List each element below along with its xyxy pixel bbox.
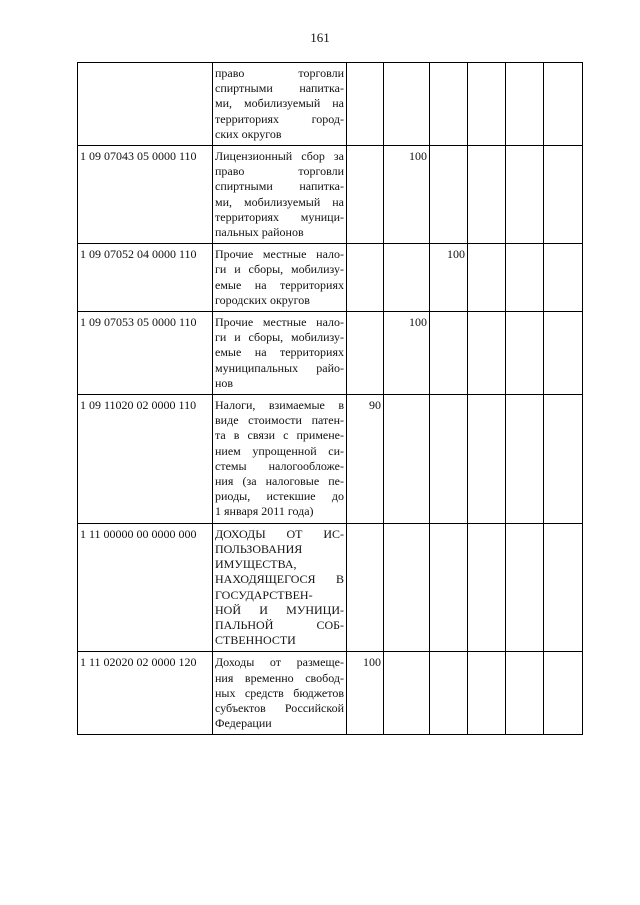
share-percent-cell [506,523,544,652]
share-percent-cell [430,63,468,146]
share-percent-cell [430,523,468,652]
budget-code-cell [78,63,213,146]
revenue-name-line: спиртными напитка- [215,179,344,194]
revenue-name-line: муниципальных райо- [215,360,344,375]
share-percent-cell [544,652,583,735]
revenue-name-line: Налоги, взимаемые в [215,398,344,413]
share-percent-cell: 100 [430,244,468,312]
share-percent-cell [468,652,506,735]
revenue-name-line: СТВЕННОСТИ [215,633,296,648]
budget-code-cell: 1 09 07052 04 0000 110 [78,244,213,312]
revenue-name-line: нием упрощенной си- [215,443,344,458]
share-percent-cell [544,146,583,244]
revenue-name-line: ги и сборы, мобилизу- [215,330,344,345]
share-percent-cell [506,146,544,244]
revenue-name-line: ИМУЩЕСТВА, [215,557,297,572]
share-percent-cell [468,146,506,244]
revenue-name-line: ми, мобилизуемый на [215,96,344,111]
revenue-name-line: субъектов Российской [215,700,344,715]
table-row [78,244,583,312]
share-percent-cell: 100 [347,652,384,735]
share-percent-cell [506,244,544,312]
share-percent-cell [384,63,430,146]
budget-code-cell: 1 11 00000 00 0000 000 [78,523,213,652]
revenue-name-line: право торговли [215,164,344,179]
revenue-name-line: ния (за налоговые пе- [215,474,344,489]
revenue-name-line: ГОСУДАРСТВЕН- [215,587,313,602]
revenue-name-line: емые на территориях [215,277,344,292]
share-percent-cell [544,244,583,312]
table-body [78,63,583,735]
budget-classification-table [77,62,583,735]
revenue-name-line: ПАЛЬНОЙ СОБ- [215,617,344,632]
share-percent-cell [468,312,506,395]
share-percent-cell [430,146,468,244]
share-percent-cell [544,523,583,652]
revenue-name-line: Прочие местные нало- [215,315,344,330]
revenue-name-line: спиртными напитка- [215,81,344,96]
revenue-name-line: Федерации [215,716,272,731]
share-percent-cell [430,312,468,395]
revenue-name-line: ги и сборы, мобилизу- [215,262,344,277]
share-percent-cell [347,523,384,652]
share-percent-cell [468,244,506,312]
revenue-name-line: Лицензионный сбор за [215,149,344,164]
share-percent-cell [506,395,544,524]
share-percent-cell [544,395,583,524]
share-percent-cell [468,63,506,146]
revenue-name-cell [213,312,347,395]
revenue-name-line: территориях город- [215,111,344,126]
page-number: 161 [310,30,330,45]
revenue-name-line: городских округов [215,292,310,307]
revenue-name-line: нов [215,375,234,390]
revenue-name-line: территориях муници- [215,209,344,224]
budget-code-cell: 1 09 07053 05 0000 110 [78,312,213,395]
revenue-name-line: ПОЛЬЗОВАНИЯ [215,541,303,556]
table-row [78,523,583,652]
share-percent-cell [347,146,384,244]
share-percent-cell [506,312,544,395]
table-row [78,652,583,735]
share-percent-cell [347,63,384,146]
revenue-name-line: емые на территориях [215,345,344,360]
revenue-name-cell [213,146,347,244]
revenue-name-line: пальных районов [215,225,304,240]
share-percent-cell [384,244,430,312]
revenue-name-line: та в связи с примене- [215,428,344,443]
revenue-name-cell [213,652,347,735]
revenue-name-line: право торговли [215,66,344,80]
table-row [78,63,583,146]
share-percent-cell [347,244,384,312]
revenue-name-cell [213,244,347,312]
revenue-name-line: НАХОДЯЩЕГОСЯ В [215,572,344,587]
share-percent-cell [384,523,430,652]
revenue-name-line: ских округов [215,126,282,141]
share-percent-cell [384,395,430,524]
revenue-name-line: ми, мобилизуемый на [215,194,344,209]
revenue-name-line: риоды, истекшие до [215,489,344,504]
share-percent-cell [468,523,506,652]
share-percent-cell [506,652,544,735]
revenue-name-line: Прочие местные нало- [215,247,344,262]
table-row [78,146,583,244]
share-percent-cell: 100 [384,312,430,395]
share-percent-cell [506,63,544,146]
budget-code-cell: 1 09 07043 05 0000 110 [78,146,213,244]
revenue-name-cell [213,63,347,146]
share-percent-cell [544,312,583,395]
revenue-name-cell [213,523,347,652]
share-percent-cell [468,395,506,524]
share-percent-cell: 90 [347,395,384,524]
table-row [78,395,583,524]
revenue-name-line: ных средств бюджетов [215,685,344,700]
revenue-name-cell [213,395,347,524]
revenue-name-line: ния временно свобод- [215,670,344,685]
budget-code-cell: 1 09 11020 02 0000 110 [78,395,213,524]
revenue-name-line: виде стоимости патен- [215,413,344,428]
revenue-name-line: НОЙ И МУНИЦИ- [215,602,344,617]
revenue-name-line: Доходы от размеще- [215,655,344,670]
share-percent-cell [347,312,384,395]
revenue-name-line: 1 января 2011 года) [215,504,314,519]
budget-code-cell: 1 11 02020 02 0000 120 [78,652,213,735]
share-percent-cell: 100 [384,146,430,244]
share-percent-cell [430,652,468,735]
share-percent-cell [430,395,468,524]
share-percent-cell [544,63,583,146]
share-percent-cell [384,652,430,735]
revenue-name-line: стемы налогообложе- [215,458,344,473]
table-row [78,312,583,395]
revenue-name-line: ДОХОДЫ ОТ ИС- [215,526,344,541]
